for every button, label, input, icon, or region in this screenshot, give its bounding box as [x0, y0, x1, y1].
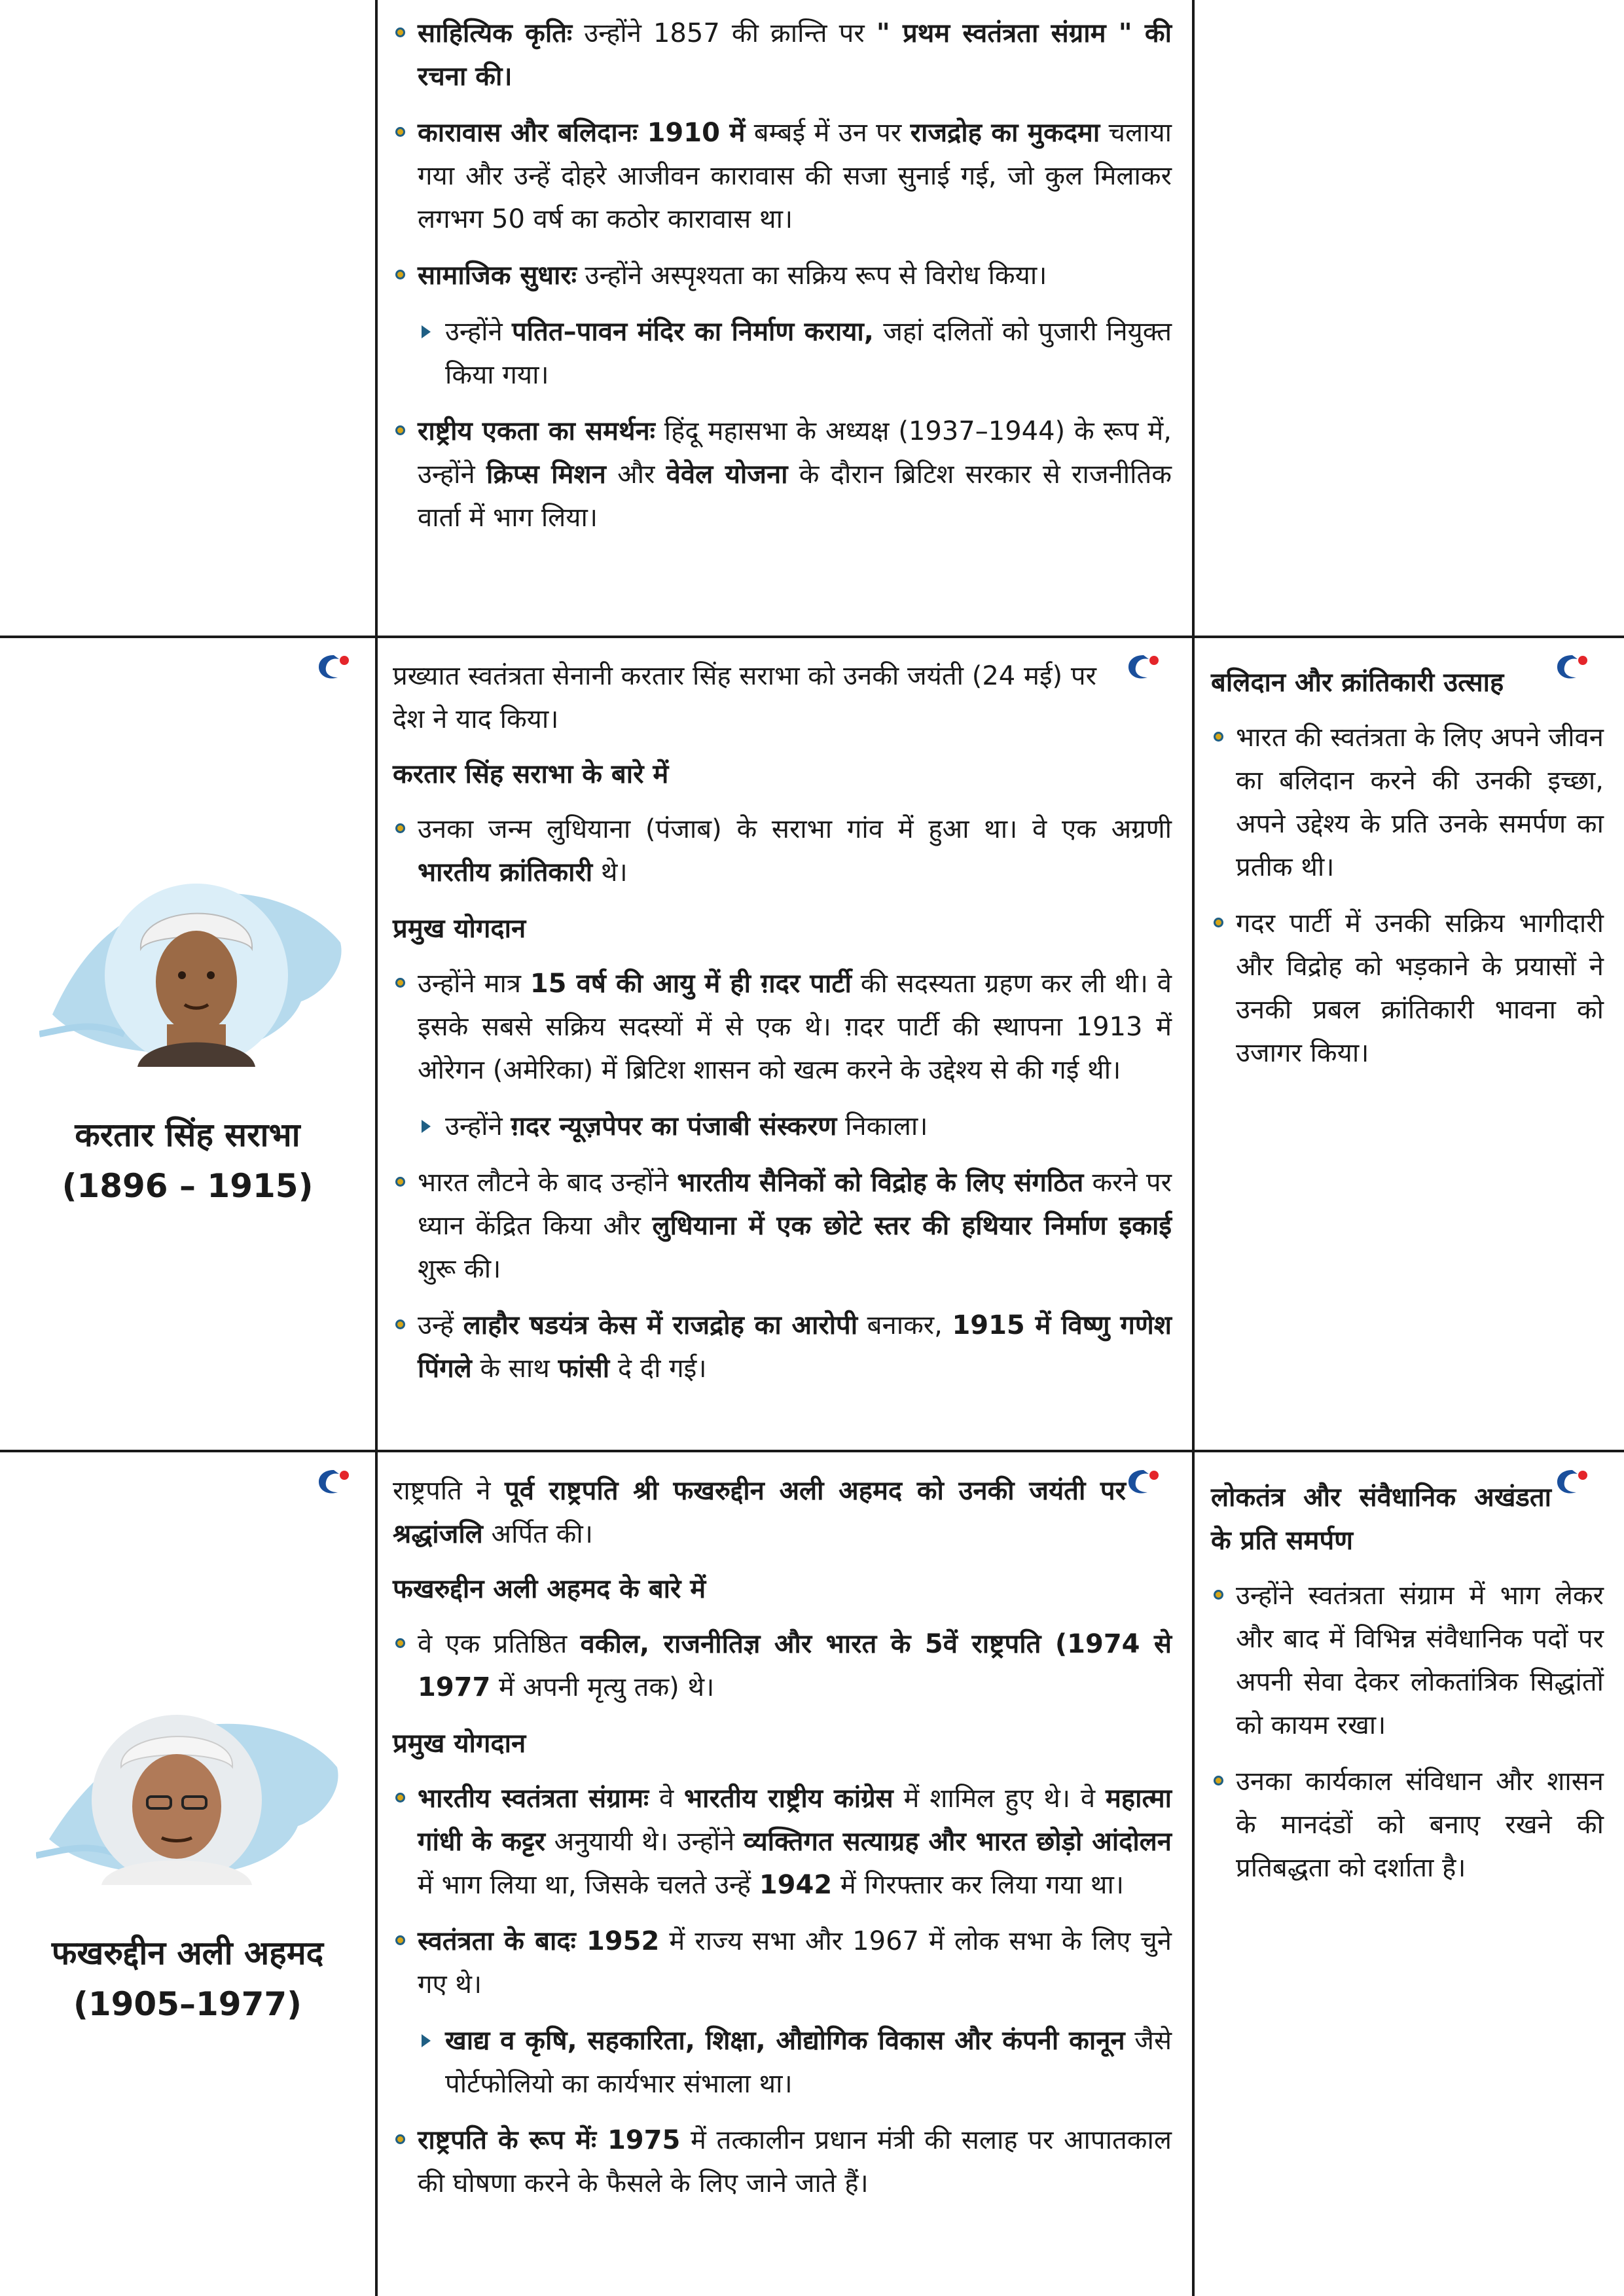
round-bullet-icon — [395, 127, 405, 137]
text-run: 1942 — [759, 1870, 833, 1900]
text-run: थे। — [592, 857, 628, 888]
sarabha-value-column — [1211, 655, 1604, 1088]
text-run: अर्पित की। — [482, 1519, 593, 1549]
text-run: शुरू की। — [418, 1254, 501, 1284]
text-run: में गिरफ्तार कर लिया गया था। — [832, 1870, 1124, 1900]
ahmed-content-column — [393, 1469, 1172, 2218]
column-divider-right — [1192, 0, 1195, 2296]
sub-list-item — [393, 310, 1172, 397]
round-bullet-icon — [395, 1319, 405, 1329]
text-run: लुधियाना में एक छोटे स्तर की हथियार निर्माण इकाई — [652, 1211, 1172, 1241]
round-bullet-icon — [1214, 1776, 1223, 1785]
sarabha-years: (1896 – 1915) — [62, 1167, 314, 1205]
text-run: वे — [649, 1784, 685, 1814]
text-run: जैसे पोर्टफोलियो का कार्यभार संभाला था। — [445, 2026, 1172, 2099]
text-run: भारतीय स्वतंत्रता संग्रामः — [418, 1784, 649, 1814]
text-run: भारत लौटने के बाद उन्होंने — [418, 1168, 677, 1198]
list-item — [393, 111, 1172, 241]
list-item — [393, 808, 1172, 894]
round-bullet-icon — [1214, 1590, 1223, 1600]
text-run: उन्होंने स्वतंत्रता संग्राम में भाग लेकर और बाद में विभिन्न संवैधानिक पदों पर अपनी सेवा देकर लोकतांत्रिक सिद्धांतों को कायम रखा। — [1236, 1581, 1604, 1740]
text-run: फांसी — [558, 1354, 610, 1384]
text-run: लाहौर षडयंत्र केस में राजद्रोह का आरोपी — [463, 1310, 858, 1340]
round-bullet-icon — [395, 823, 405, 833]
text-run: वे एक प्रतिष्ठित — [418, 1629, 581, 1659]
row-divider-2 — [0, 1450, 1624, 1452]
text-run: अनुयायी थे। उन्होंने — [545, 1827, 744, 1857]
ahmed-about-heading: फखरुद्दीन अली अहमद के बारे में — [393, 1574, 706, 1604]
list-item — [393, 962, 1172, 1092]
sarabha-value-list — [1211, 716, 1604, 1075]
text-run: व्यक्तिगत सत्याग्रह और भारत छोड़ो आंदोलन — [743, 1827, 1172, 1857]
list-item — [393, 410, 1172, 539]
brand-logo-icon — [313, 1466, 352, 1498]
sarabha-content-column — [393, 655, 1172, 1403]
top-items — [393, 12, 1172, 539]
column-divider-left — [375, 0, 378, 2296]
triangle-bullet-icon — [422, 325, 431, 338]
text-run: गदर पार्टी में उनकी सक्रिय भागीदारी और विद्रोह को भड़काने के प्रयासों ने उनकी प्रबल क्रांतिकारी भावना को उजागर किया। — [1236, 908, 1604, 1068]
text-run: वेवेल योजना — [666, 459, 788, 490]
text-run: में अपनी मृत्यु तक) थे। — [490, 1672, 715, 1702]
text-run: भारतीय क्रांतिकारी — [418, 857, 593, 888]
text-run: भारत की स्वतंत्रता के लिए अपने जीवन का बलिदान करने की उनकी इच्छा, अपने उद्देश्य के प्रति उनके समर्पण का प्रतीक थी। — [1236, 723, 1604, 882]
round-bullet-icon — [395, 1638, 405, 1648]
text-run: उन्होंने मात्र — [418, 969, 530, 999]
text-run: 1915 में विष्णु गणेश पिंगले — [418, 1310, 1172, 1384]
sarabha-intro: प्रख्यात स्वतंत्रता सेनानी करतार सिंह सराभा को उनकी जयंती (24 मई) पर देश ने याद किया। — [393, 661, 1096, 734]
text-run: भारतीय सैनिकों को विद्रोह के लिए संगठित — [677, 1168, 1084, 1198]
text-run: स्वतंत्रता के बादः 1952 — [418, 1926, 660, 1956]
list-item — [393, 12, 1172, 98]
text-run: और — [605, 459, 666, 490]
round-bullet-icon — [1214, 732, 1223, 742]
sarabha-contrib-heading: प्रमुख योगदान — [393, 914, 526, 944]
text-run: करने पर ध्यान केंद्रित किया और — [418, 1168, 1172, 1241]
sarabha-about-list — [393, 808, 1172, 894]
list-item — [393, 1777, 1172, 1907]
text-run: उन्हें — [418, 1310, 463, 1340]
text-run: ग़दर न्यूज़पेपर का पंजाबी संस्करण — [511, 1111, 837, 1141]
list-item — [1211, 716, 1604, 889]
sarabha-portrait — [39, 870, 353, 1073]
text-run: उन्होंने अस्पृश्यता का सक्रिय रूप से विरोध किया। — [576, 260, 1047, 291]
ahmed-value-list — [1211, 1574, 1604, 1890]
round-bullet-icon — [395, 27, 405, 37]
text-run: राजद्रोह का मुकदमा — [910, 118, 1100, 148]
round-bullet-icon — [395, 2134, 405, 2144]
text-run: के साथ — [471, 1354, 558, 1384]
text-run: चलाया गया और उन्हें दोहरे आजीवन कारावास की सजा सुनाई गई, जो कुल मिलाकर लगभग 50 वर्ष का कठोर कारावास था। — [418, 118, 1172, 234]
ahmed-value-column — [1211, 1469, 1604, 1903]
text-run: में तत्कालीन प्रधान मंत्री की सलाह पर आपातकाल की घोषणा करने के फैसले के लिए जाने जाते हैं। — [418, 2125, 1172, 2198]
text-run: उन्होंने — [445, 1111, 511, 1141]
sarabha-value-heading: बलिदान और क्रांतिकारी उत्साह — [1211, 668, 1504, 698]
round-bullet-icon — [1214, 918, 1223, 927]
list-item — [393, 1623, 1172, 1709]
text-run: उन्होंने — [445, 317, 512, 347]
text-run: उनका जन्म लुधियाना (पंजाब) के सराभा गांव में हुआ था। वे एक अग्रणी — [418, 814, 1172, 844]
text-run: उनका कार्यकाल संविधान और शासन के मानदंडों को बनाए रखने की प्रतिबद्धता को दर्शाता है। — [1236, 1767, 1604, 1883]
text-run: में भाग लिया था, जिसके चलते उन्हें — [418, 1870, 759, 1900]
ahmed-portrait — [36, 1689, 350, 1892]
sarabha-about-heading: करतार सिंह सराभा के बारे में — [393, 759, 669, 789]
text-run: में शामिल हुए थे। वे — [893, 1784, 1106, 1814]
list-item — [1211, 1574, 1604, 1747]
round-bullet-icon — [395, 425, 405, 435]
text-run: राष्ट्रपति के रूप मेंः 1975 — [418, 2125, 681, 2155]
round-bullet-icon — [395, 978, 405, 988]
sarabha-contrib-list — [393, 962, 1172, 1390]
ahmed-years: (1905–1977) — [73, 1985, 302, 2023]
text-run: राष्ट्रपति ने — [393, 1476, 505, 1506]
text-run: पतित–पावन मंदिर का निर्माण कराया, — [511, 317, 874, 347]
text-run: के दौरान ब्रिटिश सरकार से राजनीतिक वार्ता में भाग लिया। — [418, 459, 1172, 533]
text-run: पूर्व राष्ट्रपति श्री फखरुद्दीन अली अहमद को उनकी जयंती पर श्रद्धांजलि — [393, 1476, 1127, 1549]
list-item — [393, 1304, 1172, 1390]
text-run: बनाकर, — [857, 1310, 952, 1340]
text-run: निकाला। — [837, 1111, 928, 1141]
ahmed-about-list — [393, 1623, 1172, 1709]
text-run: में राज्य सभा और 1967 में लोक सभा के लिए चुने गए थे। — [418, 1926, 1172, 2000]
list-item — [393, 1161, 1172, 1291]
ahmed-intro — [393, 1469, 1172, 1556]
brand-logo-icon — [313, 651, 352, 683]
ahmed-name: फखरुद्दीन अली अहमद — [51, 1934, 324, 1972]
text-run: " प्रथम स्वतंत्रता संग्राम " की रचना की। — [418, 18, 1172, 92]
list-item — [393, 254, 1172, 297]
text-run: हिंदू महासभा के अध्यक्ष (1937–1944) के रूप में, उन्होंने — [418, 416, 1172, 490]
row-divider-1 — [0, 636, 1624, 638]
round-bullet-icon — [395, 1177, 405, 1187]
text-run: क्रिप्स मिशन — [486, 459, 606, 490]
top-content-column — [393, 12, 1172, 552]
text-run: भारतीय राष्ट्रीय कांग्रेस — [684, 1784, 893, 1814]
ahmed-value-heading: लोकतंत्र और संवैधानिक अखंडता के प्रति समर्पण — [1211, 1482, 1551, 1556]
text-run: खाद्य व कृषि, सहकारिता, शिक्षा, औद्योगिक विकास और कंपनी कानून — [445, 2026, 1125, 2056]
text-run: वकील, राजनीतिज्ञ और भारत के 5वें राष्ट्रपति (1974 से 1977 — [418, 1629, 1172, 1702]
text-run: साहित्यिक कृतिः — [418, 18, 573, 48]
text-run: सामाजिक सुधारः — [418, 260, 577, 291]
ahmed-contrib-list — [393, 1777, 1172, 2205]
text-run: जहां दलितों को पुजारी नियुक्त किया गया। — [445, 317, 1172, 390]
triangle-bullet-icon — [422, 2034, 431, 2047]
round-bullet-icon — [395, 1935, 405, 1945]
text-run: 15 वर्ष की आयु में ही ग़दर पार्टी — [530, 969, 852, 999]
round-bullet-icon — [395, 1793, 405, 1803]
sub-list-item — [393, 2019, 1172, 2106]
triangle-bullet-icon — [422, 1120, 431, 1133]
text-run: कारावास और बलिदानः 1910 में — [418, 118, 746, 148]
text-run: महात्मा गांधी के कट्टर — [418, 1784, 1172, 1857]
list-item — [393, 1920, 1172, 2006]
text-run: बम्बई में उन पर — [745, 118, 911, 148]
text-run: दे दी गई। — [609, 1354, 707, 1384]
list-item — [1211, 902, 1604, 1075]
ahmed-contrib-heading: प्रमुख योगदान — [393, 1729, 526, 1759]
text-run: राष्ट्रीय एकता का समर्थनः — [418, 416, 655, 446]
sub-list-item — [393, 1105, 1172, 1148]
sarabha-name: करतार सिंह सराभा — [75, 1116, 300, 1154]
list-item — [1211, 1760, 1604, 1890]
round-bullet-icon — [395, 270, 405, 279]
text-run: की सदस्यता ग्रहण कर ली थी। वे इसके सबसे सक्रिय सदस्यों में से एक थे। ग़दर पार्टी की स्थापना 1913 में ओरेगन (अमेरिका) में ब्रिटिश शासन को खत्म करने के उद्देश्य से की गई थी। — [418, 969, 1172, 1085]
text-run: उन्होंने 1857 की क्रान्ति पर — [572, 18, 876, 48]
list-item — [393, 2119, 1172, 2205]
